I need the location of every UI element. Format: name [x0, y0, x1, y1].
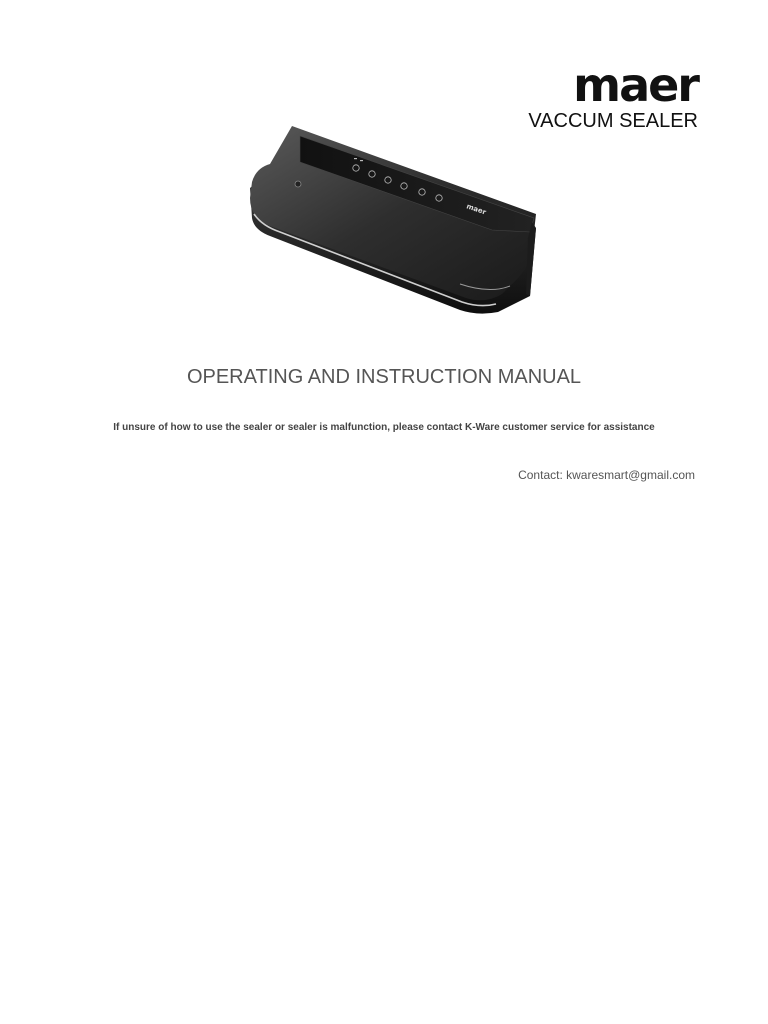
panel-brand-mark: maer: [465, 202, 488, 217]
vacuum-sealer-image: [240, 118, 550, 323]
product-name: VACCUM SEALER: [528, 110, 698, 132]
manual-title: [0, 366, 768, 389]
manual-title-text: OPERATING AND INSTRUCTION MANUAL: [186, 366, 582, 388]
indicator-light: [295, 181, 301, 187]
brand-logo: maer: [573, 58, 698, 112]
contact-line: Contact: kwaresmart@gmail.com: [518, 468, 695, 482]
assistance-note: If unsure of how to use the sealer or sealer is malfunction, please contact K-Ware customer service for assistance: [113, 422, 655, 433]
